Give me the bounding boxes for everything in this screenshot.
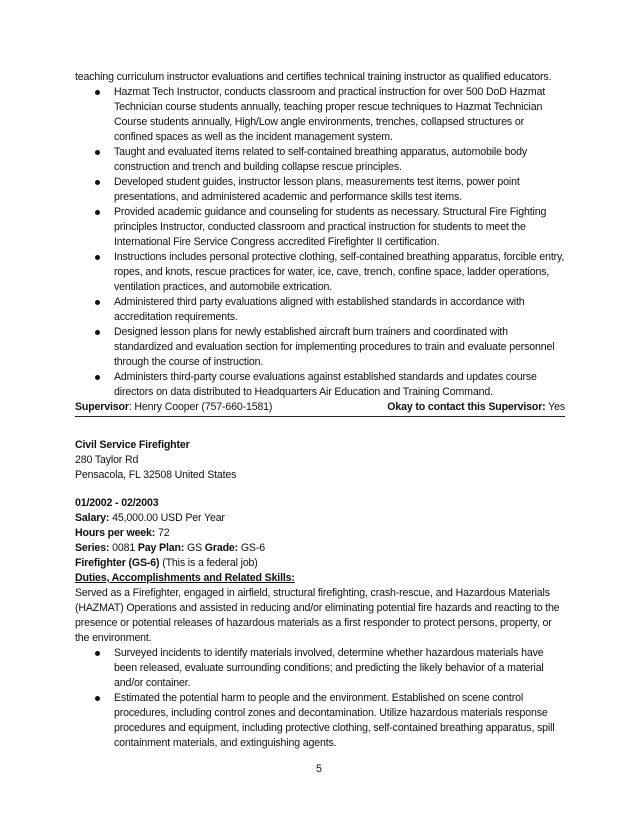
list-item: Instructions includes personal protective clothing, self-contained breathing apparatus, forcible entry, ropes, and knots, rescue practices for water, ice, cave, trench, confine space, ladder operations, ventilation practices, and automobile extrication.: [114, 251, 565, 293]
spacer: [75, 483, 565, 496]
payplan-value: GS: [184, 542, 205, 554]
list-item: Administers third-party course evaluations against established standards and updates course directors on data distributed to Headquarters Air Education and Training Command.: [114, 370, 565, 400]
hours-line: [75, 526, 565, 541]
hours-label: Hours per week:: [75, 527, 156, 539]
list-item: Provided academic guidance and counseling for students as necessary. Structural Fire Fighting principles Instructor, conducted classroom and practical instruction for students to meet the International Fire Service Congress accredited Firefighter II certification.: [114, 205, 565, 250]
duties-bullet-list: [75, 646, 565, 751]
list-item: Estimated the potential harm to people and the environment. Established on scene control procedures, including control zones and decontamination. Utilize hazardous materials response procedures and equipment, including protective clothing, self-contained breathing apparatus, spill containment materials, and extinguishing agents.: [114, 691, 565, 751]
hours-value: 72: [155, 527, 170, 539]
supervisor-label: Supervisor: [75, 401, 129, 413]
position-label: Firefighter (GS-6): [75, 557, 160, 569]
supervisor-value: : Henry Cooper (757-660-1581): [128, 401, 273, 413]
position-line: [75, 556, 565, 571]
list-item: Taught and evaluated items related to self-contained breathing apparatus, automobile body construction and trench and building collapse rescue principles.: [114, 145, 565, 175]
supervisor-info: [75, 400, 272, 415]
salary-value: 45,000.00 USD Per Year: [109, 512, 225, 524]
contact-value: Yes: [545, 401, 565, 413]
job-title: Civil Service Firefighter: [75, 439, 190, 451]
series-value: 0081: [109, 542, 138, 554]
list-item: Hazmat Tech Instructor, conducts classroom and practical instruction for over 500 DoD Hazmat Technician course students annually, teaching proper rescue techniques to Hazmat Technician Course students annually, High/Low angle environments, trenches, collapsed structures or confined spaces as well as the incident management system.: [114, 85, 565, 145]
page-number: 5: [316, 763, 322, 775]
address-line-2: Pensacola, FL 32508 United States: [75, 469, 237, 481]
contact-permission: [387, 400, 565, 415]
previous-job-intro: teaching curriculum instructor evaluations and certifies technical training instructor as qualified educators.: [75, 71, 552, 83]
resume-page: [75, 70, 565, 751]
previous-job-bullet-list: [75, 85, 565, 400]
list-item: Surveyed incidents to identify materials involved, determine whether hazardous materials have been released, evaluate surrounding conditions; and predicting the likely behavior of a material and/or container.: [114, 646, 565, 691]
grade-value: GS-6: [238, 542, 265, 554]
list-item: Administered third party evaluations aligned with established standards in accordance with accreditation requirements.: [114, 295, 565, 325]
section-divider: [75, 416, 565, 417]
list-item: Developed student guides, instructor lesson plans, measurements test items, power point presentations, and administered academic and performance skills test items.: [114, 175, 565, 205]
position-value: (This is a federal job): [159, 557, 258, 569]
duties-heading: Duties, Accomplishments and Related Skills:: [75, 572, 295, 584]
salary-label: Salary:: [75, 512, 110, 524]
salary-line: [75, 511, 565, 526]
series-label: Series:: [75, 542, 110, 554]
supervisor-row: [75, 400, 565, 415]
employment-dates: 01/2002 - 02/2003: [75, 497, 159, 509]
grade-label: Grade:: [204, 542, 239, 554]
payplan-label: Pay Plan:: [137, 542, 185, 554]
list-item: Designed lesson plans for newly established aircraft burn trainers and coordinated with standardized and evaluation section for implementing procedures to train and evaluate personnel through the course of instruction.: [114, 325, 565, 370]
series-line: [75, 541, 565, 556]
duties-intro: Served as a Firefighter, engaged in airfield, structural firefighting, crash-rescue, and Hazardous Materials (HAZMAT) Operations and assisted in reducing and/or eliminating potential fire hazards and reacting to the presence or potential releases of hazardous materials as a first responder to protect persons, property, or the environment.: [75, 587, 560, 644]
address-line-1: 280 Taylor Rd: [75, 454, 139, 466]
contact-label: Okay to contact this Supervisor:: [387, 401, 546, 413]
